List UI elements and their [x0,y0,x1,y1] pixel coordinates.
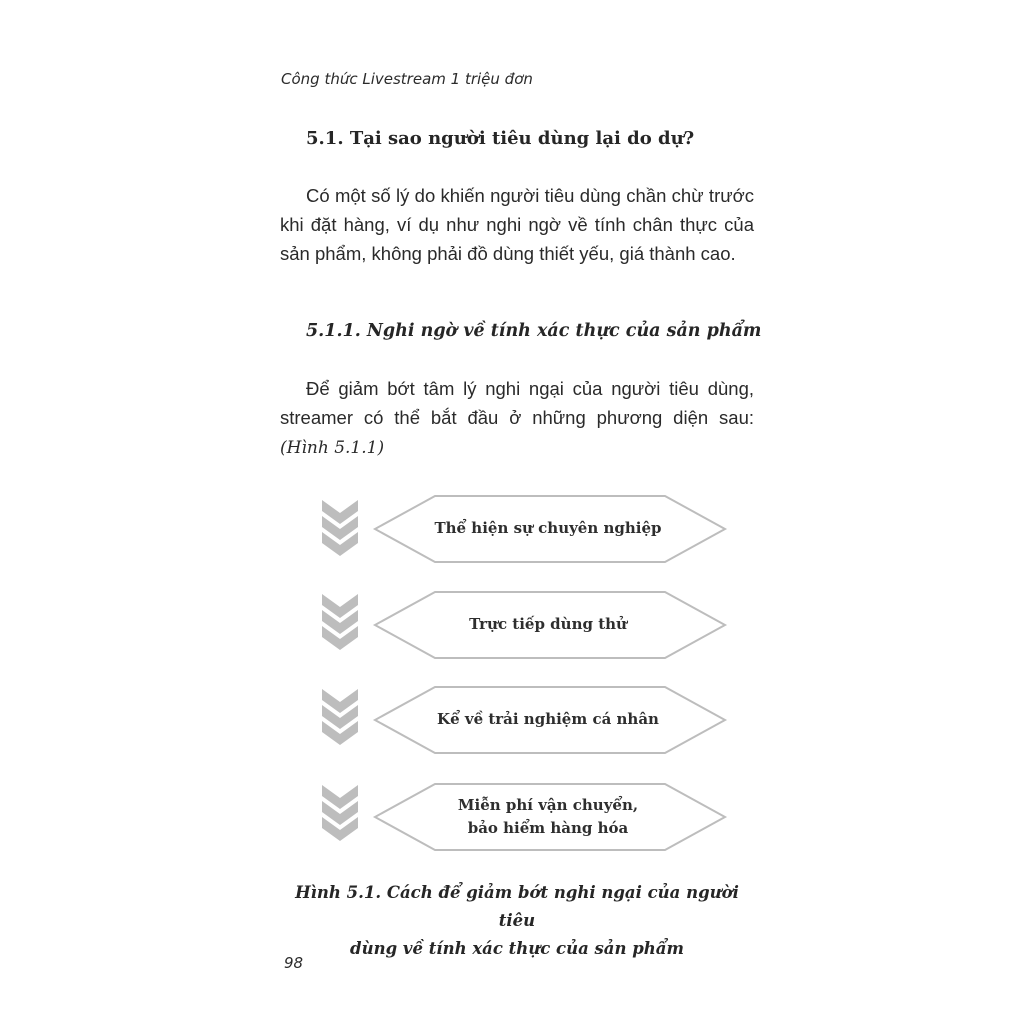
step-label: Miễn phí vận chuyển, [457,796,639,814]
intro-text: Có một số lý do khiến người tiêu dùng chần chừ trước khi đặt hàng, ví dụ như nghi ngờ về tính chân thực của sản phẩm, không phải đồ dùng thiết yếu, giá thành cao. [280,185,754,264]
page-number: 98 [284,954,304,972]
chevron-down-icon [322,689,358,745]
chevron-down-icon [322,785,358,841]
subsection-heading: 5.1.1. Nghi ngờ về tính xác thực của sản phẩm [306,321,762,341]
figure-caption [280,879,754,963]
section-heading: 5.1. Tại sao người tiêu dùng lại do dự? [306,128,695,149]
step-label-line2: bảo hiểm hàng hóa [467,819,629,837]
chevron-down-icon [322,500,358,556]
caption-line-2: dùng về tính xác thực của sản phẩm [350,939,684,958]
caption-line-1: Hình 5.1. Cách để giảm bớt nghi ngại của người tiêu [295,883,739,930]
body-text: Để giảm bớt tâm lý nghi ngại của người tiêu dùng, streamer có thể bắt đầu ở những phương diện sau: [280,378,754,428]
step-label: Kể về trải nghiệm cá nhân [437,710,659,728]
step-label: Trực tiếp dùng thử [469,615,627,633]
chevron-down-icon [322,594,358,650]
running-header: Công thức Livestream 1 triệu đơn [281,70,533,88]
figure-reference: (Hình 5.1.1) [280,438,385,458]
step-label: Thể hiện sự chuyên nghiệp [434,519,662,537]
